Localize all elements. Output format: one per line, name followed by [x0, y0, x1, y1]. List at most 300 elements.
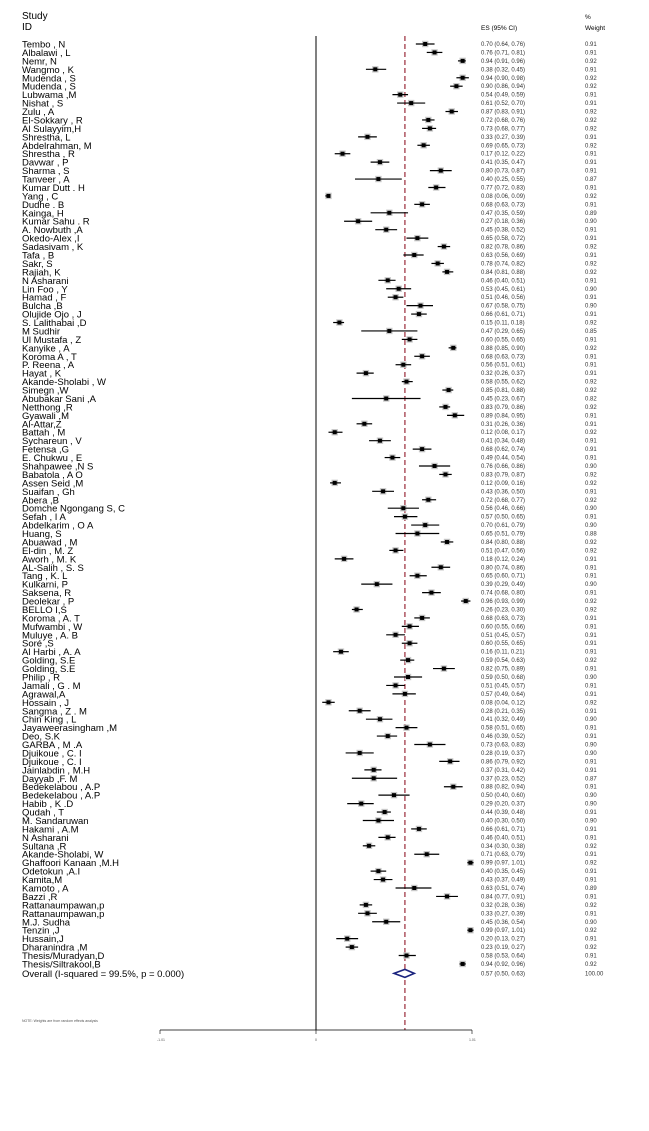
es-ci-value: 0.41 (0.32, 0.49)	[481, 717, 526, 724]
point-estimate	[426, 118, 430, 122]
es-ci-value: 0.80 (0.74, 0.86)	[481, 565, 526, 572]
es-ci-value: 0.82 (0.75, 0.89)	[481, 666, 526, 673]
point-estimate	[386, 734, 390, 738]
es-ci-value: 0.94 (0.91, 0.96)	[481, 58, 526, 65]
point-estimate	[383, 810, 387, 814]
es-ci-value: 0.57 (0.49, 0.64)	[481, 691, 526, 698]
es-ci-value: 0.51 (0.46, 0.56)	[481, 295, 526, 302]
weight-value: 0.91	[585, 953, 597, 960]
study-label: Huang, S	[22, 529, 62, 541]
es-ci-value: 0.44 (0.39, 0.48)	[481, 810, 526, 817]
point-estimate	[387, 211, 391, 215]
weight-value: 0.92	[585, 430, 597, 437]
point-estimate	[429, 591, 433, 595]
point-estimate	[406, 675, 410, 679]
es-ci-value: 0.69 (0.65, 0.73)	[481, 143, 526, 150]
weight-value: 0.91	[585, 253, 597, 259]
es-ci-value: 0.16 (0.11, 0.21)	[481, 649, 525, 656]
point-estimate	[417, 312, 421, 316]
es-ci-value: 0.94 (0.92, 0.96)	[481, 961, 526, 968]
es-ci-value: 0.40 (0.30, 0.50)	[481, 818, 526, 825]
weight-value: 0.91	[585, 877, 597, 884]
es-ci-value: 0.43 (0.36, 0.50)	[481, 489, 526, 496]
study-label: Olujide Ojo , J	[22, 309, 82, 321]
study-label: Kamita,M	[22, 875, 63, 887]
point-estimate	[392, 793, 396, 797]
point-estimate	[461, 59, 465, 63]
weight-value: 0.90	[585, 919, 597, 926]
study-label: Al Sulayyim,H	[22, 123, 82, 135]
study-label: Dudhe . B	[22, 199, 65, 211]
study-label: Koroma A , T	[22, 351, 77, 363]
point-estimate	[468, 928, 472, 932]
study-label: Koroma , A. T	[22, 613, 80, 625]
point-estimate	[428, 126, 432, 130]
study-label: Al-Attar,Z	[22, 419, 62, 431]
study-label: Shahpawee ,N S	[22, 461, 94, 473]
es-ci-value: 0.46 (0.39, 0.52)	[481, 734, 526, 741]
weight-value: 0.91	[585, 447, 597, 454]
es-ci-value: 0.23 (0.19, 0.27)	[481, 945, 526, 952]
point-estimate	[404, 726, 408, 730]
point-estimate	[358, 751, 362, 755]
weight-value: 0.92	[585, 379, 597, 386]
weight-value: 0.92	[585, 143, 597, 150]
weight-value: 0.92	[585, 388, 597, 395]
weight-value: 0.92	[585, 117, 597, 124]
study-label: Muluye , A. B	[22, 630, 78, 642]
study-label: Simegn ,W	[22, 385, 69, 397]
es-ci-value: 0.65 (0.58, 0.72)	[481, 236, 526, 243]
weight-value: 0.92	[585, 539, 597, 546]
point-estimate	[464, 599, 468, 603]
point-estimate	[425, 852, 429, 856]
study-label: Thesis/Muradyan,D	[22, 951, 105, 963]
study-label: Domche Ngongang S, C	[22, 503, 125, 515]
es-ci-value: 0.60 (0.55, 0.66)	[481, 624, 526, 631]
es-ci-value: 0.17 (0.12, 0.22)	[481, 151, 526, 158]
study-label: Deolekar , P	[22, 596, 75, 608]
point-estimate	[443, 405, 447, 409]
study-label: Rajiah, K	[22, 267, 61, 279]
es-ci-value: 0.65 (0.60, 0.71)	[481, 573, 526, 580]
x-tick-label-right: 1.01	[469, 1038, 476, 1042]
weight-value: 0.91	[585, 50, 597, 57]
point-estimate	[342, 557, 346, 561]
es-ci-value: 0.56 (0.46, 0.66)	[481, 506, 526, 513]
point-estimate	[408, 624, 412, 628]
weight-value: 0.92	[585, 84, 597, 91]
weight-value: 0.90	[585, 793, 597, 800]
weight-value: 0.92	[585, 480, 597, 487]
study-label: Sadasivam , K	[22, 242, 84, 254]
es-ci-value: 0.29 (0.20, 0.37)	[481, 801, 526, 808]
point-estimate	[394, 295, 398, 299]
study-label: Abdelkarim , O A	[22, 520, 94, 532]
weight-value: 0.92	[585, 700, 597, 707]
point-estimate	[376, 818, 380, 822]
weight-value: 0.91	[585, 573, 597, 580]
es-ci-value: 0.94 (0.90, 0.98)	[481, 75, 526, 82]
study-label: Dharanindra ,M	[22, 942, 88, 954]
weight-value: 0.85	[585, 328, 597, 335]
point-estimate	[439, 169, 443, 173]
es-ci-value: 0.85 (0.81, 0.88)	[481, 388, 526, 395]
weight-value: 0.91	[585, 936, 597, 943]
es-ci-value: 0.63 (0.56, 0.69)	[481, 253, 526, 259]
point-estimate	[408, 641, 412, 645]
study-label: Abera ,B	[22, 495, 59, 507]
study-label: Yang , C	[22, 191, 59, 203]
point-estimate	[428, 743, 432, 747]
point-estimate	[359, 802, 363, 806]
es-ci-value: 0.76 (0.66, 0.86)	[481, 464, 526, 470]
weight-value: 0.91	[585, 354, 597, 361]
weight-value: 0.92	[585, 193, 597, 200]
x-tick-label-left: -1.01	[157, 1038, 165, 1042]
weight-value: 0.91	[585, 565, 597, 572]
study-label: N Asharani	[22, 275, 69, 287]
point-estimate	[365, 135, 369, 139]
weight-value: 0.87	[585, 177, 597, 184]
weight-value: 0.92	[585, 607, 597, 614]
point-estimate	[448, 759, 452, 763]
study-label: GARBA , M .A	[22, 740, 83, 752]
study-label: Philip , R	[22, 672, 61, 684]
study-label: Aworh , M. K	[22, 554, 77, 566]
point-estimate	[386, 278, 390, 282]
study-label: Thesis/Siltrakool,B	[22, 959, 101, 971]
point-estimate	[420, 202, 424, 206]
study-label: Akande-Sholabi , W	[22, 377, 106, 389]
point-estimate	[378, 160, 382, 164]
study-label: Sharma , S	[22, 166, 70, 178]
study-label: El-din , M. Z	[22, 545, 74, 557]
es-ci-value: 0.39 (0.29, 0.49)	[481, 582, 526, 589]
point-estimate	[423, 42, 427, 46]
study-label: Agrawal,A	[22, 689, 66, 701]
weight-value: 0.90	[585, 523, 597, 530]
es-ci-value: 0.41 (0.34, 0.48)	[481, 438, 526, 445]
point-estimate	[364, 371, 368, 375]
study-label: Suaifan , Gh	[22, 486, 75, 498]
weight-value: 0.91	[585, 691, 597, 698]
es-ci-value: 0.46 (0.40, 0.51)	[481, 278, 526, 285]
study-label: Abuawad , M	[22, 537, 78, 549]
study-label: Kumar Dutt . H	[22, 182, 85, 194]
study-label: Battah , M	[22, 427, 66, 439]
header-percent: %	[585, 14, 591, 21]
point-estimate	[451, 346, 455, 350]
study-label: Hossain , J	[22, 697, 69, 709]
weight-value: 0.91	[585, 852, 597, 859]
study-label: Davwar , P	[22, 157, 69, 169]
study-label: Dayyab ,F. M	[22, 773, 78, 785]
study-label: BELLO I,S	[22, 604, 67, 616]
weight-value: 0.92	[585, 472, 597, 479]
weight-value: 0.90	[585, 506, 597, 513]
weight-value: 0.92	[585, 548, 597, 555]
weight-value: 0.91	[585, 134, 597, 141]
study-label: M.J. Sudha	[22, 917, 71, 929]
es-ci-value: 0.66 (0.61, 0.71)	[481, 826, 526, 833]
study-label: Tafa , B	[22, 250, 55, 262]
weight-value: 0.90	[585, 818, 597, 825]
point-estimate	[409, 101, 413, 105]
study-label: Sultana ,R	[22, 841, 67, 853]
es-ci-value: 0.40 (0.25, 0.55)	[481, 177, 526, 184]
point-estimate	[420, 354, 424, 358]
weight-value: 0.91	[585, 894, 597, 901]
point-estimate	[415, 532, 419, 536]
point-estimate	[406, 658, 410, 662]
weight-value: 0.90	[585, 219, 597, 226]
study-label: Rattanaumpawan,p	[22, 900, 105, 912]
study-label: Golding, S.E	[22, 664, 76, 676]
study-label: Hussain,J	[22, 934, 64, 946]
es-ci-value: 0.37 (0.31, 0.42)	[481, 767, 526, 774]
point-estimate	[397, 287, 401, 291]
point-estimate	[376, 177, 380, 181]
study-label: Mufwambi , W	[22, 621, 83, 633]
study-label: Ul Mustafa , Z	[22, 334, 82, 346]
point-estimate	[422, 143, 426, 147]
weight-value: 0.91	[585, 278, 597, 285]
overall-label: Overall (I-squared = 99.5%, p = 0.000)	[22, 968, 185, 980]
es-ci-value: 0.49 (0.44, 0.54)	[481, 455, 526, 462]
point-estimate	[433, 464, 437, 468]
es-ci-value: 0.41 (0.35, 0.47)	[481, 160, 526, 167]
point-estimate	[420, 447, 424, 451]
es-ci-value: 0.47 (0.35, 0.59)	[481, 210, 526, 217]
weight-value: 0.92	[585, 109, 597, 116]
weight-value: 0.91	[585, 67, 597, 74]
point-estimate	[355, 607, 359, 611]
point-estimate	[372, 776, 376, 780]
es-ci-value: 0.32 (0.28, 0.36)	[481, 902, 526, 909]
header-id: ID	[22, 22, 32, 33]
weight-value: 0.92	[585, 860, 597, 867]
study-label: Jainlabdin , M.H	[22, 765, 91, 777]
weight-value: 0.91	[585, 734, 597, 741]
weight-value: 0.91	[585, 725, 597, 732]
header-es: ES (95% CI)	[481, 25, 518, 32]
study-label: Nishat , S	[22, 98, 64, 110]
es-ci-value: 0.45 (0.38, 0.52)	[481, 227, 526, 234]
study-label: Sangma , Z . M	[22, 706, 87, 718]
weight-value: 0.91	[585, 615, 597, 622]
point-estimate	[433, 50, 437, 54]
es-ci-value: 0.83 (0.79, 0.86)	[481, 404, 526, 411]
es-ci-value: 0.12 (0.08, 0.17)	[481, 430, 526, 437]
weight-value: 0.92	[585, 497, 597, 504]
weight-value: 0.91	[585, 810, 597, 817]
study-label: Hamad , F	[22, 292, 67, 304]
weight-value: 0.91	[585, 438, 597, 445]
study-label: AL-Salih , S. S	[22, 562, 84, 574]
study-label: Tanveer , A	[22, 174, 70, 186]
es-ci-value: 0.73 (0.63, 0.83)	[481, 742, 526, 749]
es-ci-value: 0.54 (0.49, 0.59)	[481, 92, 526, 99]
study-label: Assen Seid ,M	[22, 478, 84, 490]
weight-value: 0.90	[585, 464, 597, 470]
point-estimate	[442, 667, 446, 671]
weight-value: 0.92	[585, 404, 597, 411]
es-ci-value: 0.58 (0.51, 0.65)	[481, 725, 526, 732]
es-ci-value: 0.08 (0.06, 0.09)	[481, 193, 526, 200]
weight-value: 0.91	[585, 666, 597, 673]
weight-value: 0.90	[585, 675, 597, 681]
es-ci-value: 0.68 (0.63, 0.73)	[481, 354, 526, 361]
es-ci-value: 0.12 (0.09, 0.16)	[481, 480, 526, 487]
point-estimate	[401, 363, 405, 367]
weight-value: 0.91	[585, 413, 597, 420]
weight-value: 0.91	[585, 641, 597, 648]
weight-value: 0.91	[585, 42, 597, 48]
study-label: Akande-Sholabi, W	[22, 849, 104, 861]
study-label: Habib , K .D	[22, 799, 74, 811]
weight-value: 0.92	[585, 58, 597, 65]
point-estimate	[419, 304, 423, 308]
study-label: Babatola , A O	[22, 469, 83, 481]
weight-value: 0.92	[585, 126, 597, 133]
weight-value: 0.91	[585, 227, 597, 234]
study-label: Kulkarni, P	[22, 579, 68, 591]
weight-value: 0.90	[585, 286, 597, 293]
study-label: M Sudhir	[22, 326, 61, 338]
study-label: Bedekelabou , A.P	[22, 782, 101, 794]
weight-value: 0.91	[585, 455, 597, 462]
point-estimate	[394, 633, 398, 637]
point-estimate	[381, 878, 385, 882]
es-ci-value: 0.56 (0.51, 0.61)	[481, 362, 526, 369]
es-ci-value: 0.66 (0.61, 0.71)	[481, 312, 526, 319]
es-ci-value: 0.45 (0.36, 0.54)	[481, 919, 526, 926]
es-ci-value: 0.63 (0.51, 0.74)	[481, 886, 526, 892]
header-weight: Weight	[585, 25, 606, 32]
es-ci-value: 0.50 (0.40, 0.60)	[481, 793, 526, 800]
weight-value: 0.91	[585, 556, 597, 563]
point-estimate	[333, 481, 337, 485]
study-label: Bedekelabou , A.P	[22, 790, 101, 802]
weight-value: 0.92	[585, 658, 597, 665]
point-estimate	[450, 110, 454, 114]
weight-value: 0.91	[585, 911, 597, 918]
es-ci-value: 0.82 (0.78, 0.86)	[481, 244, 526, 251]
point-estimate	[326, 700, 330, 704]
point-estimate	[372, 768, 376, 772]
point-estimate	[362, 422, 366, 426]
overall-diamond	[394, 969, 414, 977]
weight-value: 0.82	[585, 396, 597, 403]
es-ci-value: 0.31 (0.26, 0.36)	[481, 421, 526, 428]
es-ci-value: 0.67 (0.58, 0.75)	[481, 303, 526, 310]
overall-weight-value: 100.00	[585, 971, 604, 978]
study-label: Jamali , G . M	[22, 680, 81, 692]
weight-value: 0.92	[585, 244, 597, 251]
study-label: Chin King , L	[22, 714, 77, 726]
es-ci-value: 0.84 (0.77, 0.91)	[481, 894, 526, 901]
es-ci-value: 0.90 (0.86, 0.94)	[481, 84, 526, 91]
study-rows	[22, 40, 604, 980]
study-label: Saksena, R	[22, 588, 72, 600]
es-ci-value: 0.40 (0.35, 0.45)	[481, 869, 526, 876]
weight-value: 0.91	[585, 649, 597, 656]
weight-value: 0.91	[585, 767, 597, 774]
point-estimate	[451, 785, 455, 789]
point-estimate	[439, 565, 443, 569]
es-ci-value: 0.83 (0.79, 0.87)	[481, 472, 526, 479]
es-ci-value: 0.65 (0.51, 0.79)	[481, 531, 526, 538]
es-ci-value: 0.43 (0.37, 0.49)	[481, 877, 526, 884]
point-estimate	[326, 194, 330, 198]
weight-value: 0.91	[585, 236, 597, 243]
point-estimate	[350, 945, 354, 949]
study-label: Shrestha, L	[22, 132, 71, 144]
point-estimate	[387, 329, 391, 333]
study-label: El-Sokkary , R	[22, 115, 83, 127]
point-estimate	[373, 67, 377, 71]
study-label: P. Reena , A	[22, 360, 75, 372]
weight-value: 0.92	[585, 902, 597, 909]
weight-value: 0.91	[585, 784, 597, 791]
weight-value: 0.91	[585, 168, 597, 175]
point-estimate	[420, 616, 424, 620]
weight-value: 0.92	[585, 261, 597, 268]
point-estimate	[356, 219, 360, 223]
weight-value: 0.90	[585, 717, 597, 724]
weight-value: 0.91	[585, 708, 597, 715]
study-label: Wangmo , K	[22, 64, 74, 76]
overall-es-ci-value: 0.57 (0.50, 0.63)	[481, 971, 526, 978]
study-label: Odetokun ,A.I	[22, 866, 81, 878]
es-ci-value: 0.77 (0.72, 0.83)	[481, 185, 526, 192]
study-label: Abdelrahman, M	[22, 140, 92, 152]
weight-value: 0.92	[585, 945, 597, 952]
point-estimate	[468, 861, 472, 865]
weight-value: 0.91	[585, 101, 597, 108]
study-label: Tenzin ,J	[22, 925, 60, 937]
weight-value: 0.91	[585, 185, 597, 192]
point-estimate	[408, 337, 412, 341]
weight-value: 0.91	[585, 295, 597, 302]
point-estimate	[337, 321, 341, 325]
study-label: Tembo , N	[22, 39, 66, 51]
study-label: Fetensa ,G	[22, 444, 69, 456]
es-ci-value: 0.80 (0.73, 0.87)	[481, 168, 526, 175]
study-label: Zulu , A	[22, 107, 55, 119]
weight-value: 0.89	[585, 210, 597, 217]
weight-value: 0.91	[585, 869, 597, 876]
weight-value: 0.87	[585, 776, 597, 783]
weight-value: 0.92	[585, 75, 597, 82]
es-ci-value: 0.51 (0.45, 0.57)	[481, 632, 526, 639]
weight-value: 0.91	[585, 202, 597, 209]
point-estimate	[415, 574, 419, 578]
study-label: Deo, S.K	[22, 731, 61, 743]
study-label: Lin Foo , Y	[22, 284, 68, 296]
es-ci-value: 0.57 (0.50, 0.65)	[481, 514, 526, 521]
es-ci-value: 0.71 (0.63, 0.79)	[481, 852, 526, 859]
es-ci-value: 0.88 (0.82, 0.94)	[481, 784, 526, 791]
study-label: Hakami , A.M	[22, 824, 79, 836]
study-label: Okedo-Alex ,I	[22, 233, 80, 245]
es-ci-value: 0.96 (0.93, 0.99)	[481, 599, 526, 606]
es-ci-value: 0.58 (0.55, 0.62)	[481, 379, 526, 386]
point-estimate	[443, 472, 447, 476]
es-ci-value: 0.51 (0.45, 0.57)	[481, 683, 526, 690]
study-label: Tang , K. L	[22, 571, 68, 583]
